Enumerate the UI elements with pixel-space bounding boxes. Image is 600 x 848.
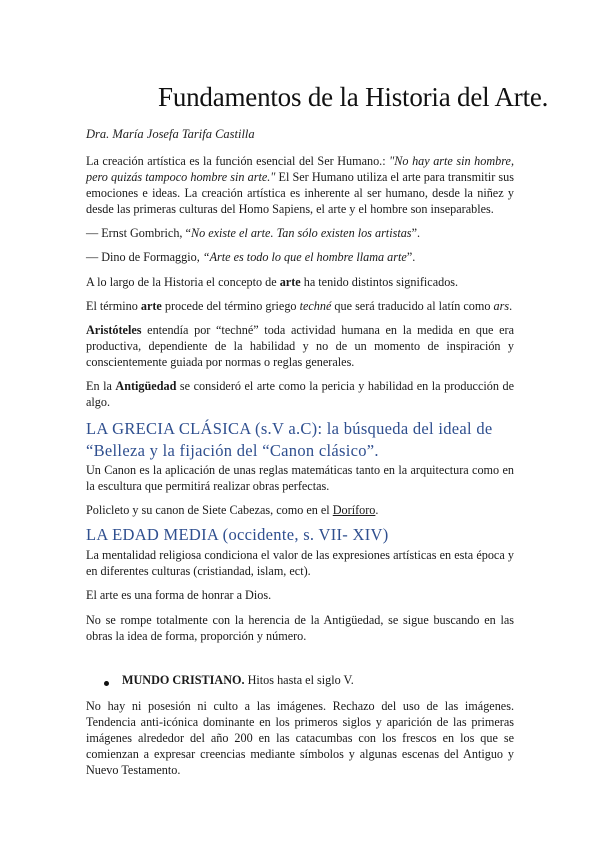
author-name: Dra. María Josefa Tarifa Castilla — [86, 127, 255, 141]
antiguedad-bold: Antigüedad — [115, 379, 177, 393]
antiguedad-paragraph — [86, 378, 514, 410]
mundo-cristiano-bold: MUNDO CRISTIANO. — [122, 673, 245, 687]
mentalidad-paragraph: La mentalidad religiosa condiciona el valor de las expresiones artísticas en esta época y en diferentes culturas (cristiandad, islam, ect). — [86, 548, 514, 578]
intro-paragraph — [86, 153, 514, 217]
arte-concept-text-b: ha tenido distintos significados. — [300, 275, 459, 289]
intro-text-a: La creación artística es la función esencial del Ser Humano.: — [86, 154, 390, 168]
arte-concept-paragraph — [86, 274, 514, 290]
formaggio-text-b: ”. — [406, 250, 416, 264]
formaggio-quote-paragraph — [86, 249, 514, 265]
doriforo-link[interactable]: Doríforo — [332, 503, 376, 517]
antiguedad-text-a: En la — [86, 379, 116, 393]
gombrich-quote-paragraph — [86, 225, 514, 241]
honrar-paragraph: El arte es una forma de honrar a Dios. — [86, 588, 272, 602]
gombrich-text-a: — Ernst Gombrich, “ — [86, 226, 191, 240]
policleto-paragraph — [86, 502, 514, 518]
etymology-techne: techné — [299, 299, 332, 313]
formaggio-text-a: — Dino de Formaggio, — [86, 250, 203, 264]
bullet-icon — [104, 673, 114, 683]
arte-etymology-paragraph — [86, 298, 514, 314]
gombrich-quote: No existe el arte. Tan sólo existen los artistas — [190, 226, 412, 240]
arte-concept-text-a: A lo largo de la Historia el concepto de — [86, 275, 280, 289]
gombrich-text-b: ”. — [411, 226, 421, 240]
imagenes-paragraph: No hay ni posesión ni culto a las imágenes. Rechazo del uso de las imágenes. Tendencia anti-icónica dominante en los primeros siglos y aparición de las primeras imágenes alrededor del año 200 en las catacumbas con los frescos en los que se comienzan a expresar creencias mediante símbolos y algunas escenas del Antiguo y Nuevo Testamento. — [86, 699, 514, 777]
arte-concept-bold: arte — [279, 275, 301, 289]
intro-quote: "No hay arte sin hombre, pero quizás tampoco hombre sin arte." — [86, 154, 514, 184]
antiguedad-text-b: se consideró el arte como la pericia y habilidad en la producción de algo. — [86, 379, 514, 409]
bullet-mundo-cristiano — [122, 672, 550, 688]
canon-paragraph: Un Canon es la aplicación de unas reglas matemáticas tanto en la arquitectura como en la escultura que permitirá realizar obras perfectas. — [86, 463, 514, 493]
intro-text-b: El Ser Humano utiliza el arte para transmitir sus emociones e ideas. La creación artística es inherente al ser humano, desde la niñez y desde las primeras culturas del Homo Sapiens, el arte y el hombre son inseparables. — [86, 170, 514, 216]
etymology-text-d: . — [509, 299, 513, 313]
policleto-text-b: . — [375, 503, 379, 517]
etymology-text-c: que será traducido al latín como — [331, 299, 494, 313]
policleto-text-a: Policleto y su canon de Siete Cabezas, como en el — [86, 503, 333, 517]
aristoteles-text: entendía por “techné” toda actividad humana en la medida en que era productiva, dependiente de la habilidad y no de un momento de inspiración y conscientemente guiada por normas o reglas generales. — [86, 323, 514, 369]
mundo-cristiano-text: Hitos hasta el siglo V. — [244, 673, 354, 687]
etymology-text-b: procede del término griego — [161, 299, 300, 313]
aristoteles-paragraph — [86, 322, 514, 370]
section-heading-grecia: LA GRECIA CLÁSICA (s.V a.C): la búsqueda del ideal de “Belleza y la fijación del “Canon clásico”. — [86, 419, 493, 460]
aristoteles-bold: Aristóteles — [86, 323, 142, 337]
section-heading-edad-media: LA EDAD MEDIA (occidente, s. VII- XIV) — [86, 525, 389, 544]
formaggio-quote: “Arte es todo lo que el hombre llama arte — [202, 250, 407, 264]
page-title: Fundamentos de la Historia del Arte. — [158, 82, 549, 112]
etymology-text-a: El término — [86, 299, 141, 313]
etymology-bold: arte — [140, 299, 162, 313]
etymology-ars: ars — [493, 299, 510, 313]
herencia-paragraph: No se rompe totalmente con la herencia de la Antigüedad, se sigue buscando en las obras la idea de forma, proporción y número. — [86, 613, 514, 643]
